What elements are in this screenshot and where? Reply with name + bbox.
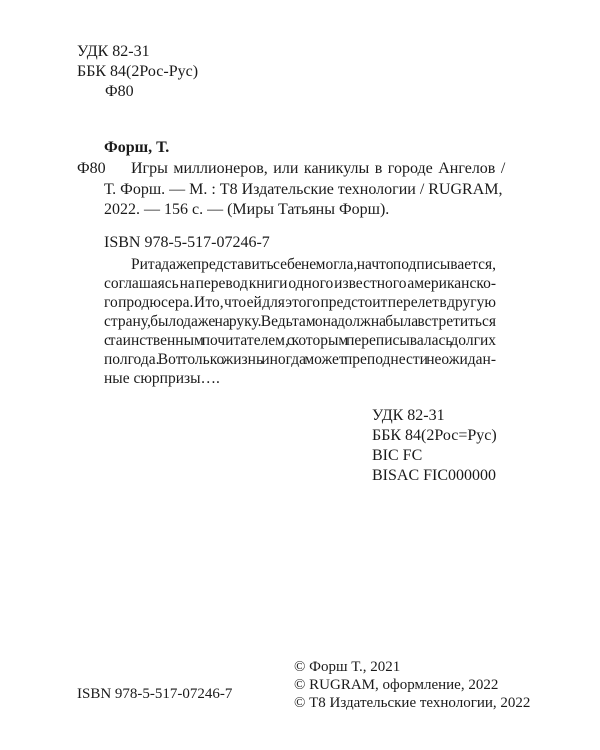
- class-bisac: BISAC FIC000000: [372, 467, 497, 484]
- author-name: Форш, Т.: [104, 139, 170, 156]
- catalog-isbn: ISBN 978-5-517-07246-7: [104, 234, 270, 251]
- copyright-rugram: © RUGRAM, оформление, 2022: [294, 677, 499, 693]
- class-udk: УДК 82-31: [372, 407, 445, 424]
- annotation-line: полгода. Вот только жизнь иногда может преподнести неожидан-: [104, 351, 496, 368]
- catalog-line-1: Игры миллионеров, или каникулы в городе Ангелов /: [131, 160, 506, 177]
- class-bic: BIC FC: [372, 447, 423, 464]
- annotation-line: соглашаясь на перевод книги одного известного американско-: [104, 275, 496, 292]
- top-udk: УДК 82-31: [77, 43, 150, 60]
- annotation-line: страну, было даже на руку. Ведь там она должна была встретиться: [104, 313, 496, 330]
- annotation-line: с таинственным почитателем, с которым переписывалась долгих: [104, 332, 496, 349]
- class-bbk: ББК 84(2Рос=Рус): [372, 427, 497, 444]
- copyright-author: © Форш Т., 2021: [294, 659, 401, 675]
- catalog-line-3: 2022. — 156 с. — (Миры Татьяны Форш).: [104, 201, 390, 218]
- annotation-line: Рита даже представить себе не могла, на что подписывается,: [131, 256, 496, 273]
- footer-isbn: ISBN 978-5-517-07246-7: [77, 686, 233, 702]
- annotation-line: го продюсера. И то, что ей для этого предстоит перелет в другую: [104, 294, 496, 311]
- copyright-t8: © Т8 Издательские технологии, 2022: [294, 695, 531, 711]
- annotation-line: ные сюрпризы….: [104, 370, 220, 387]
- top-bbk: ББК 84(2Рос-Рус): [77, 63, 199, 80]
- top-author-code: Ф80: [105, 83, 134, 100]
- catalog-author-code: Ф80: [77, 160, 106, 177]
- catalog-line-2: Т. Форш. — М. : Т8 Издательские технологии / RUGRAM,: [104, 181, 503, 198]
